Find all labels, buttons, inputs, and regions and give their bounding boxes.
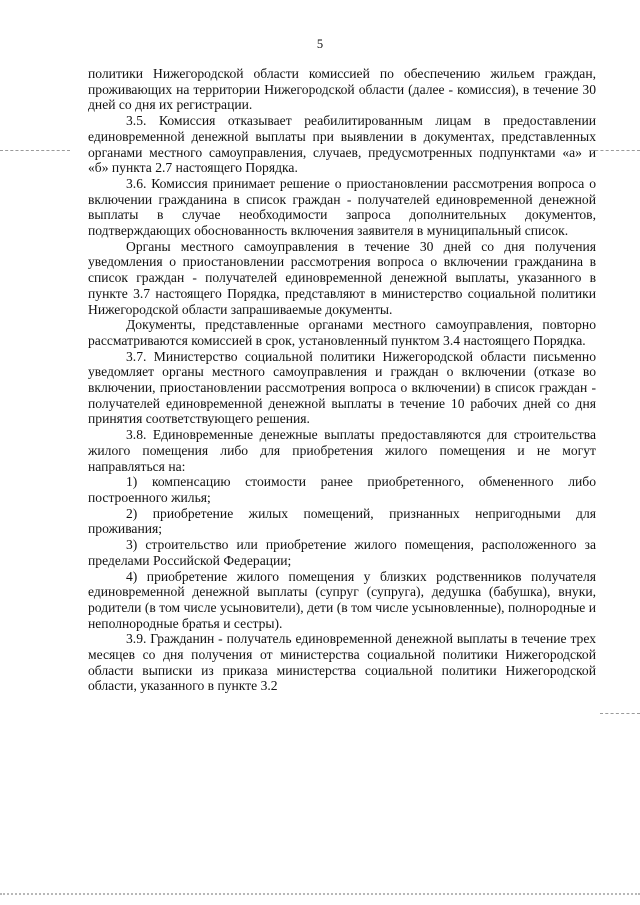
scan-artifact-bottom — [0, 893, 640, 895]
paragraph-3-9: 3.9. Гражданин - получатель единовременной денежной выплаты в течение трех месяцев со дня получения от министерства социальной политики Нижегородской области выписки из приказа министерства социальной политики Нижегородской области, указанного в пункте 3.2 — [88, 631, 596, 694]
list-item-3: 3) строительство или приобретение жилого помещения, расположенного за пределами Российской Федерации; — [88, 537, 596, 568]
scan-artifact-line — [600, 713, 640, 714]
document-body — [88, 66, 596, 694]
list-item-1: 1) компенсацию стоимости ранее приобретенного, обмененного либо построенного жилья; — [88, 474, 596, 505]
paragraph-3-8: 3.8. Единовременные денежные выплаты предоставляются для строительства жилого помещения либо для приобретения жилого помещения и не могут направляться на: — [88, 427, 596, 474]
scan-artifact-line — [0, 150, 70, 151]
paragraph-3-5: 3.5. Комиссия отказывает реабилитированным лицам в предоставлении единовременной денежной выплаты при выявлении в документах, представленных органами местного самоуправления, случаев, предусмотренных подпунктами «а» и «б» пункта 2.7 настоящего Порядка. — [88, 113, 596, 176]
list-item-4: 4) приобретение жилого помещения у близких родственников получателя единовременной денежной выплаты (супруг (супруга), дедушка (бабушка), внуки, родители (в том числе усыновители), дети (в том числе усыновленные), полнородные и неполнородные братья и сестры). — [88, 568, 596, 631]
paragraph-3-7: 3.7. Министерство социальной политики Нижегородской области письменно уведомляет органы местного самоуправления и граждан о включении (отказе во включении, приостановлении рассмотрения вопроса о включении) в список граждан - получателей единовременной денежной выплаты в течение 10 рабочих дней со дня принятия соответствующего решения. — [88, 348, 596, 427]
page-number: 5 — [316, 37, 324, 51]
paragraph-3-6: 3.6. Комиссия принимает решение о приостановлении рассмотрения вопроса о включении гражданина в список граждан - получателей единовременной денежной выплаты в случае необходимости запроса дополнительных документов, подтверждающих обоснованность включения заявителя в муниципальный список. — [88, 175, 596, 239]
scan-artifact-line — [590, 150, 640, 151]
paragraph-continuation: политики Нижегородской области комиссией по обеспечению жильем граждан, проживающих на территории Нижегородской области (далее - комиссия), в течение 30 дней со дня их регистрации. — [88, 66, 596, 113]
paragraph-documents-review: Документы, представленные органами местного самоуправления, повторно рассматриваются комиссией в срок, установленный пунктом 3.4 настоящего Порядка. — [88, 317, 596, 348]
list-item-2: 2) приобретение жилых помещений, признанных непригодными для проживания; — [88, 505, 596, 537]
paragraph-local-authorities: Органы местного самоуправления в течение 30 дней со дня получения уведомления о приостановлении рассмотрения вопроса о включении гражданина в список граждан - получателей единовременной денежной выплаты, указанного в пункте 3.7 настоящего Порядка, представляют в министерство социальной политики Нижегородской области запрашиваемые документы. — [88, 238, 596, 317]
